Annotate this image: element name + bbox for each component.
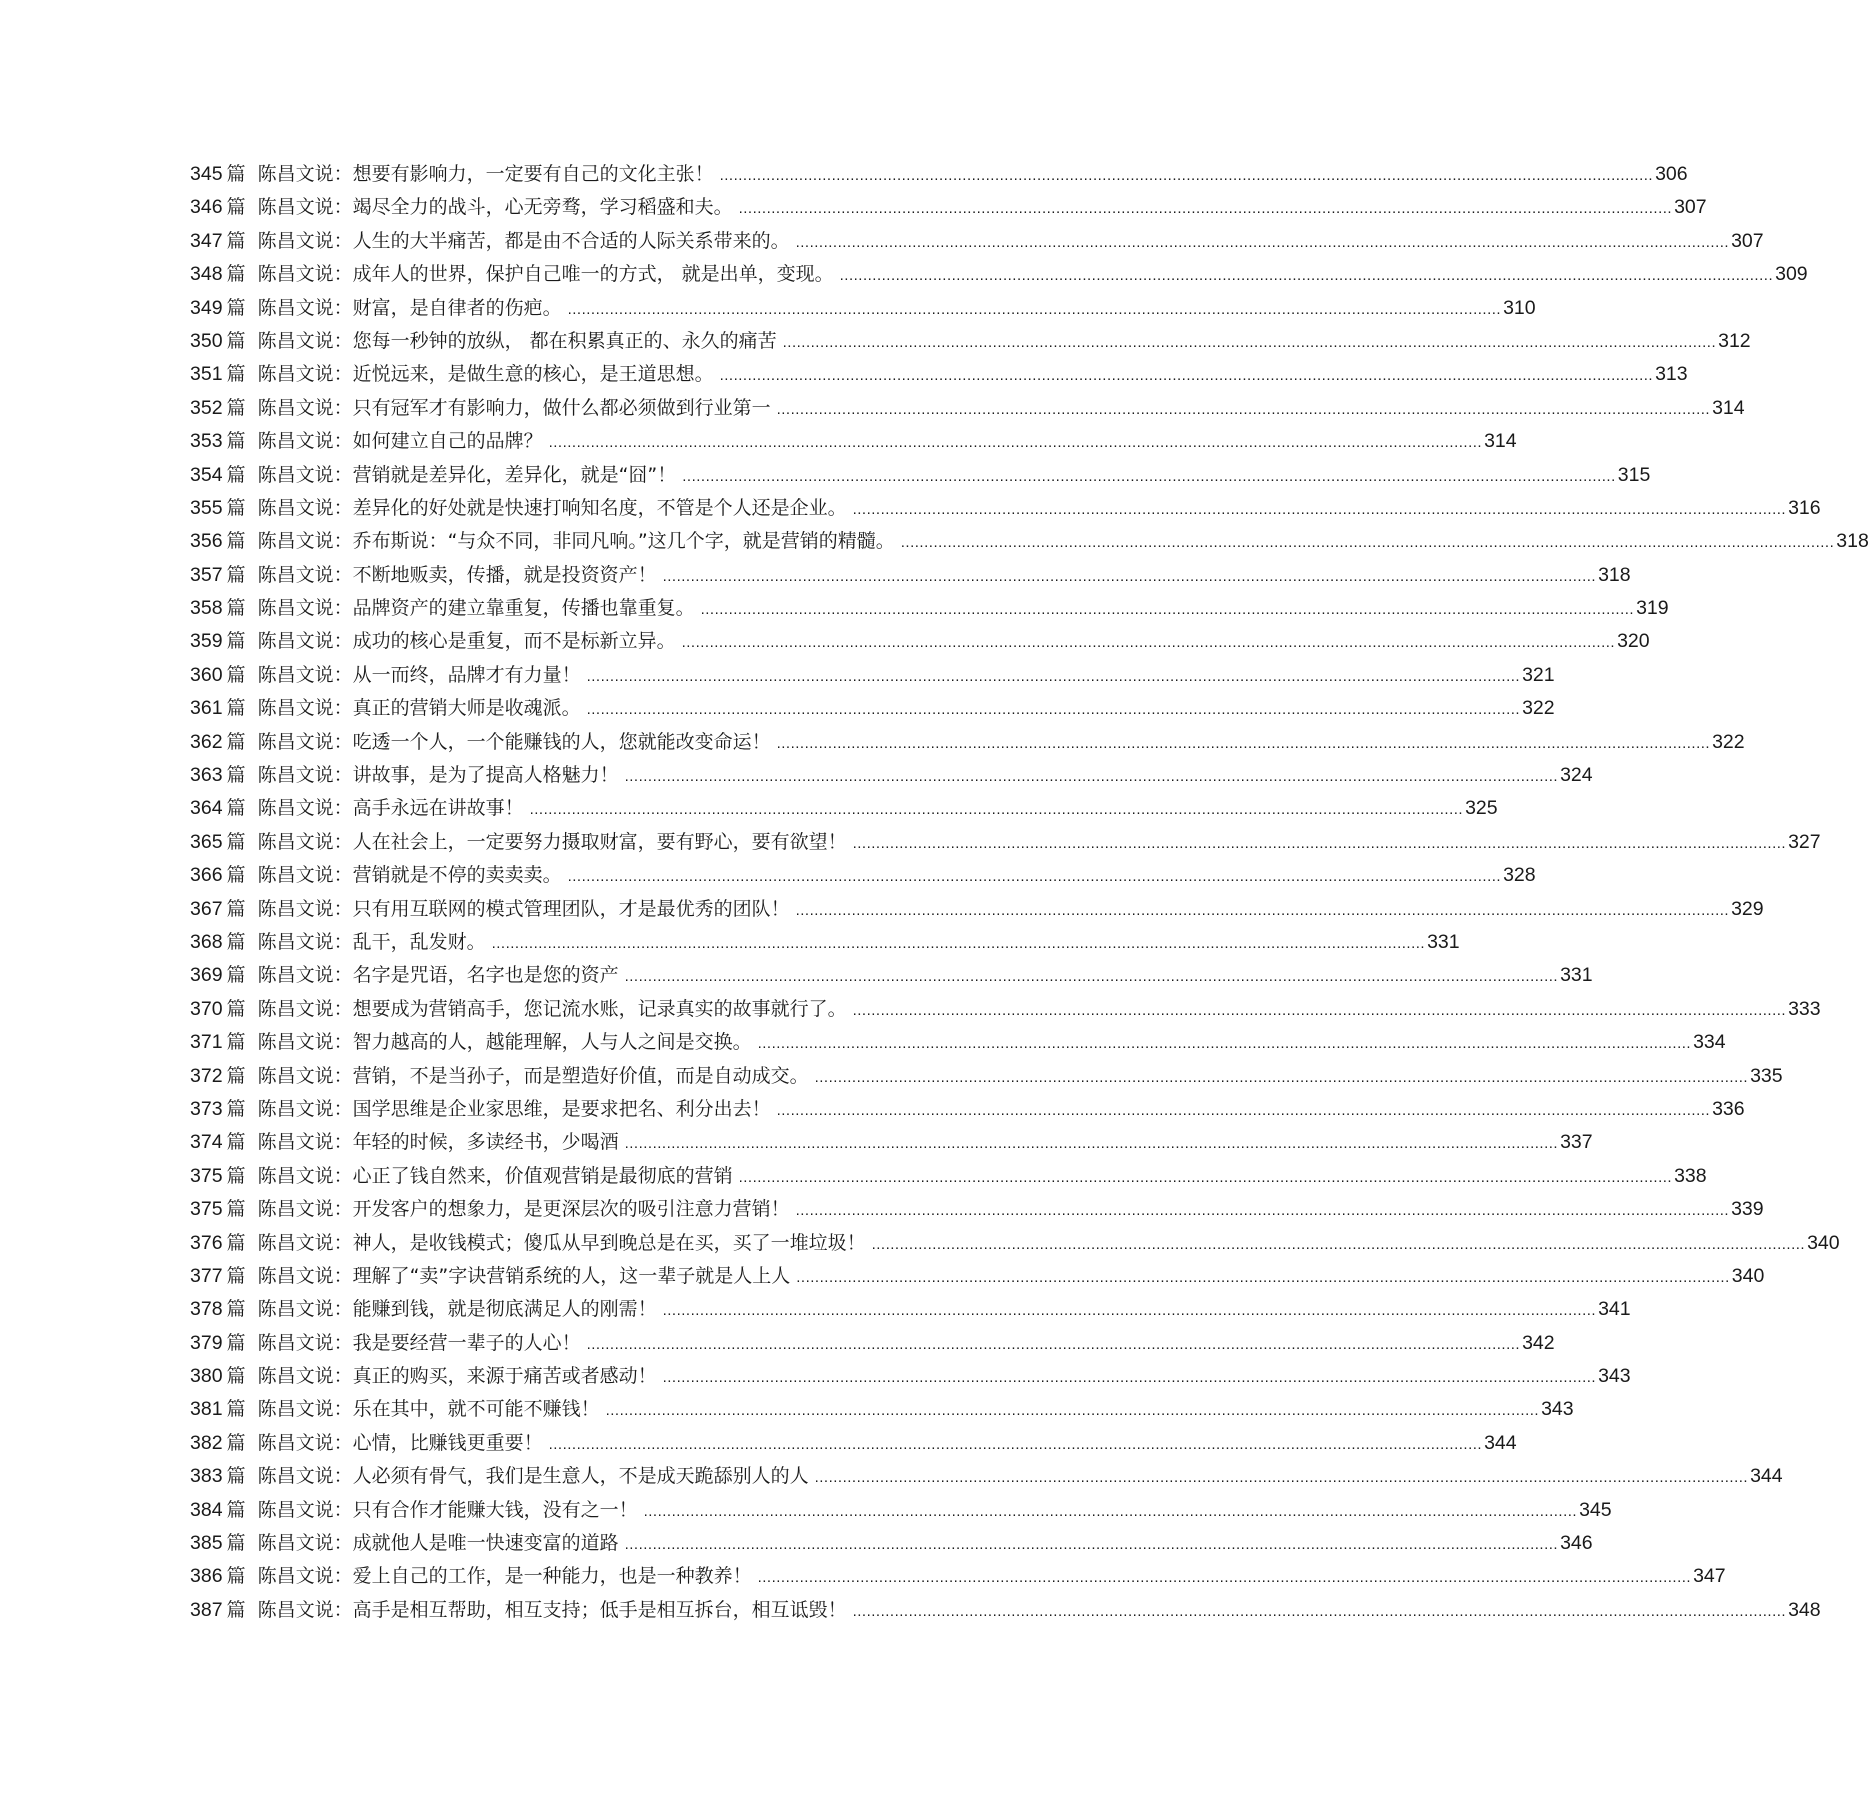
toc-entry[interactable] xyxy=(190,826,1821,859)
toc-entry-unit: 篇 xyxy=(226,864,246,887)
toc-entry-unit: 篇 xyxy=(226,730,246,753)
toc-entry-title: 陈昌文说：讲故事，是为了提高人格魅力！ xyxy=(257,764,619,787)
toc-entry-unit: 篇 xyxy=(226,897,246,920)
toc-entry-unit: 篇 xyxy=(226,496,246,519)
toc-entry-page-number: 312 xyxy=(1718,329,1751,352)
toc-entry-number: 382 xyxy=(190,1431,223,1454)
toc-entry-page-number: 347 xyxy=(1693,1565,1726,1588)
toc-entry-unit: 篇 xyxy=(226,930,246,953)
toc-entry-page-number: 320 xyxy=(1617,630,1650,653)
toc-entry[interactable] xyxy=(190,625,1650,658)
toc-dot-leader: ........................................................................................................................................................................................................ xyxy=(852,1602,1787,1620)
toc-entry-title: 陈昌文说：我是要经营一辈子的人心！ xyxy=(257,1331,581,1354)
toc-entry-number: 356 xyxy=(190,530,223,553)
toc-entry-number: 355 xyxy=(190,496,223,519)
toc-entry-unit: 篇 xyxy=(226,530,246,553)
toc-entry-title: 陈昌文说：年轻的时候，多读经书，少喝酒 xyxy=(257,1131,619,1154)
toc-entry-title: 陈昌文说：真正的营销大师是收魂派。 xyxy=(257,697,581,720)
toc-entry-page-number: 307 xyxy=(1674,196,1707,219)
toc-entry-page-number: 321 xyxy=(1522,663,1555,686)
toc-dot-leader: ........................................................................................................................................................................................................ xyxy=(719,367,1654,385)
toc-entry-unit: 篇 xyxy=(226,1398,246,1421)
toc-dot-leader: ........................................................................................................................................................................................................ xyxy=(782,333,1717,351)
toc-dot-leader: ........................................................................................................................................................................................................ xyxy=(586,667,1521,685)
toc-entry[interactable] xyxy=(190,893,1764,926)
toc-dot-leader: ........................................................................................................................................................................................................ xyxy=(776,1101,1711,1119)
toc-entry-page-number: 334 xyxy=(1693,1031,1726,1054)
toc-dot-leader: ........................................................................................................................................................................................................ xyxy=(529,801,1464,819)
toc-entry[interactable] xyxy=(190,926,1460,959)
toc-dot-leader: ........................................................................................................................................................................................................ xyxy=(776,400,1711,418)
toc-entry[interactable] xyxy=(190,292,1536,325)
toc-entry-title: 陈昌文说：如何建立自己的品牌？ xyxy=(257,430,543,453)
toc-entry[interactable] xyxy=(190,1126,1593,1159)
toc-entry-unit: 篇 xyxy=(226,1331,246,1354)
toc-entry[interactable] xyxy=(190,1327,1555,1360)
toc-entry[interactable] xyxy=(190,1193,1764,1226)
toc-entry-unit: 篇 xyxy=(226,163,246,185)
toc-entry-page-number: 324 xyxy=(1560,764,1593,787)
toc-entry-number: 346 xyxy=(190,196,223,219)
toc-entry-title: 陈昌文说：能赚到钱，就是彻底满足人的刚需！ xyxy=(257,1298,657,1321)
toc-dot-leader: ........................................................................................................................................................................................................ xyxy=(586,701,1521,719)
toc-entry-unit: 篇 xyxy=(226,1498,246,1521)
toc-entry-unit: 篇 xyxy=(226,697,246,720)
toc-dot-leader: ........................................................................................................................................................................................................ xyxy=(776,734,1711,752)
toc-dot-leader: ........................................................................................................................................................................................................ xyxy=(814,1068,1749,1086)
toc-entry-page-number: 319 xyxy=(1636,597,1669,620)
toc-entry-number: 373 xyxy=(190,1097,223,1120)
toc-entry-number: 380 xyxy=(190,1365,223,1388)
toc-entry-title: 陈昌文说：不断地贩卖，传播，就是投资资产！ xyxy=(257,563,657,586)
toc-entry-page-number: 327 xyxy=(1788,830,1821,853)
toc-entry-page-number: 316 xyxy=(1788,496,1821,519)
toc-dot-leader: ........................................................................................................................................................................................................ xyxy=(605,1402,1540,1420)
toc-entry-number: 347 xyxy=(190,229,223,252)
toc-entry-title: 陈昌文说：高手永远在讲故事！ xyxy=(257,797,524,820)
toc-entry[interactable] xyxy=(190,1293,1631,1326)
toc-entry-unit: 篇 xyxy=(226,263,246,286)
toc-entry-title: 陈昌文说：只有用互联网的模式管理团队，才是最优秀的团队！ xyxy=(257,897,790,920)
toc-entry-page-number: 322 xyxy=(1522,697,1555,720)
toc-entry-unit: 篇 xyxy=(226,1264,246,1287)
toc-entry[interactable] xyxy=(190,1227,1840,1260)
toc-entry[interactable] xyxy=(190,1026,1726,1059)
toc-entry-unit: 篇 xyxy=(226,830,246,853)
toc-entry-title: 陈昌文说：乱干，乱发财。 xyxy=(257,930,486,953)
toc-dot-leader: ........................................................................................................................................................................................................ xyxy=(700,601,1635,619)
toc-entry[interactable] xyxy=(190,592,1669,625)
toc-dot-leader: ........................................................................................................................................................................................................ xyxy=(814,1469,1749,1487)
toc-entry-number: 367 xyxy=(190,897,223,920)
toc-dot-leader: ........................................................................................................................................................................................................ xyxy=(719,167,1654,184)
toc-entry-page-number: 340 xyxy=(1807,1231,1840,1254)
toc-entry-title: 陈昌文说：人在社会上，一定要努力摄取财富，要有野心，要有欲望！ xyxy=(257,830,847,853)
toc-dot-leader: ........................................................................................................................................................................................................ xyxy=(852,500,1787,518)
toc-entry-title: 陈昌文说：成就他人是唯一快速变富的道路 xyxy=(257,1532,619,1555)
toc-entry-number: 386 xyxy=(190,1565,223,1588)
toc-entry-page-number: 313 xyxy=(1655,363,1688,386)
toc-entry-unit: 篇 xyxy=(226,1231,246,1254)
toc-entry-unit: 篇 xyxy=(226,463,246,486)
toc-entry-number: 345 xyxy=(190,163,223,185)
toc-entry[interactable] xyxy=(190,425,1517,458)
toc-dot-leader: ........................................................................................................................................................................................................ xyxy=(548,1435,1483,1453)
toc-entry-unit: 篇 xyxy=(226,797,246,820)
toc-entry-title: 陈昌文说：营销就是差异化，差异化，就是“囧”！ xyxy=(257,463,677,486)
toc-entry-title: 陈昌文说：高手是相互帮助，相互支持；低手是相互拆台，相互诋毁！ xyxy=(257,1598,847,1621)
toc-entry-title: 陈昌文说：人必须有骨气，我们是生意人，不是成天跪舔别人的人 xyxy=(257,1465,809,1488)
toc-entry-page-number: 306 xyxy=(1655,163,1688,185)
toc-entry-number: 362 xyxy=(190,730,223,753)
toc-entry-title: 陈昌文说：近悦远来，是做生意的核心，是王道思想。 xyxy=(257,363,714,386)
toc-entry-number: 374 xyxy=(190,1131,223,1154)
toc-entry-title: 陈昌文说：差异化的好处就是快速打响知名度，不管是个人还是企业。 xyxy=(257,496,847,519)
toc-entry[interactable] xyxy=(190,1160,1707,1193)
toc-entry-number: 375 xyxy=(190,1198,223,1221)
toc-entry-unit: 篇 xyxy=(226,597,246,620)
toc-entry-page-number: 344 xyxy=(1484,1431,1517,1454)
toc-entry-page-number: 339 xyxy=(1731,1198,1764,1221)
toc-entry-number: 353 xyxy=(190,430,223,453)
toc-entry-number: 378 xyxy=(190,1298,223,1321)
toc-entry-unit: 篇 xyxy=(226,1097,246,1120)
toc-entry-title: 陈昌文说：心正了钱自然来，价值观营销是最彻底的营销 xyxy=(257,1164,733,1187)
toc-entry[interactable] xyxy=(190,1527,1593,1560)
toc-entry-unit: 篇 xyxy=(226,563,246,586)
toc-entry-page-number: 318 xyxy=(1836,530,1869,553)
toc-entry-page-number: 346 xyxy=(1560,1532,1593,1555)
toc-entry-page-number: 314 xyxy=(1484,430,1517,453)
toc-entry-unit: 篇 xyxy=(226,630,246,653)
toc-entry-page-number: 335 xyxy=(1750,1064,1783,1087)
toc-dot-leader: ........................................................................................................................................................................................................ xyxy=(624,768,1559,786)
toc-entry-unit: 篇 xyxy=(226,1565,246,1588)
toc-entry-unit: 篇 xyxy=(226,1431,246,1454)
toc-entry-number: 376 xyxy=(190,1231,223,1254)
toc-entry-number: 387 xyxy=(190,1598,223,1621)
toc-entry[interactable] xyxy=(190,859,1536,892)
toc-dot-leader: ........................................................................................................................................................................................................ xyxy=(852,1001,1787,1019)
toc-entry-number: 354 xyxy=(190,463,223,486)
toc-entry-title: 陈昌文说：成功的核心是重复，而不是标新立异。 xyxy=(257,630,676,653)
toc-entry-number: 364 xyxy=(190,797,223,820)
toc-entry-page-number: 309 xyxy=(1775,263,1808,286)
toc-entry-number: 363 xyxy=(190,764,223,787)
toc-entry-title: 陈昌文说：只有合作才能赚大钱，没有之一！ xyxy=(257,1498,638,1521)
toc-entry-page-number: 341 xyxy=(1598,1298,1631,1321)
toc-dot-leader: ........................................................................................................................................................................................................ xyxy=(624,1536,1559,1554)
toc-entry-number: 365 xyxy=(190,830,223,853)
toc-entry-title: 陈昌文说：吃透一个人，一个能赚钱的人，您就能改变命运！ xyxy=(257,730,771,753)
toc-entry[interactable] xyxy=(190,191,1707,224)
toc-entry[interactable] xyxy=(190,692,1555,725)
toc-entry-title: 陈昌文说：成年人的世界，保护自己唯一的方式， 就是出单，变现。 xyxy=(257,263,834,286)
toc-entry-unit: 篇 xyxy=(226,329,246,352)
toc-entry-number: 351 xyxy=(190,363,223,386)
toc-dot-leader: ........................................................................................................................................................................................................ xyxy=(548,434,1483,452)
toc-entry-number: 370 xyxy=(190,997,223,1020)
toc-dot-leader: ........................................................................................................................................................................................................ xyxy=(796,1268,1730,1286)
toc-dot-leader: ........................................................................................................................................................................................................ xyxy=(795,1202,1730,1220)
toc-entry[interactable] xyxy=(190,659,1555,692)
toc-dot-leader: ........................................................................................................................................................................................................ xyxy=(491,934,1426,952)
toc-entry-title: 陈昌文说：财富，是自律者的伤疤。 xyxy=(257,296,562,319)
toc-entry[interactable] xyxy=(190,258,1808,291)
toc-entry[interactable] xyxy=(190,225,1764,258)
toc-entry[interactable] xyxy=(190,792,1498,825)
toc-entry-page-number: 325 xyxy=(1465,797,1498,820)
toc-entry-number: 361 xyxy=(190,697,223,720)
toc-dot-leader: ........................................................................................................................................................................................................ xyxy=(738,200,1673,218)
toc-entry[interactable] xyxy=(190,392,1745,425)
toc-entry-number: 372 xyxy=(190,1064,223,1087)
toc-entry-title: 陈昌文说：营销，不是当孙子，而是塑造好价值，而是自动成交。 xyxy=(257,1064,809,1087)
toc-entry[interactable] xyxy=(190,1427,1517,1460)
toc-entry-unit: 篇 xyxy=(226,396,246,419)
toc-entry-title: 陈昌文说：人生的大半痛苦，都是由不合适的人际关系带来的。 xyxy=(257,229,790,252)
toc-entry-number: 369 xyxy=(190,964,223,987)
toc-entry[interactable] xyxy=(190,959,1593,992)
toc-entry-number: 383 xyxy=(190,1465,223,1488)
toc-entry-page-number: 338 xyxy=(1674,1164,1707,1187)
toc-entry-unit: 篇 xyxy=(226,296,246,319)
toc-entry[interactable] xyxy=(190,726,1745,759)
toc-entry-number: 357 xyxy=(190,563,223,586)
toc-entry-number: 377 xyxy=(190,1264,223,1287)
toc-entry-title: 陈昌文说：理解了“卖”字诀营销系统的人，这一辈子就是人上人 xyxy=(257,1264,791,1287)
toc-entry[interactable] xyxy=(190,358,1688,391)
toc-entry-number: 375 xyxy=(190,1164,223,1187)
toc-entry[interactable] xyxy=(190,492,1821,525)
toc-entry-unit: 篇 xyxy=(226,1164,246,1187)
toc-entry-unit: 篇 xyxy=(226,1031,246,1054)
toc-dot-leader: ........................................................................................................................................................................................................ xyxy=(682,467,1616,485)
toc-entry-number: 379 xyxy=(190,1331,223,1354)
toc-entry-number: 384 xyxy=(190,1498,223,1521)
toc-entry[interactable] xyxy=(190,525,1869,558)
toc-entry[interactable] xyxy=(190,1360,1631,1393)
toc-entry[interactable] xyxy=(190,1060,1783,1093)
toc-entry-unit: 篇 xyxy=(226,1598,246,1621)
toc-entry-page-number: 307 xyxy=(1731,229,1764,252)
toc-dot-leader: ........................................................................................................................................................................................................ xyxy=(662,567,1597,585)
toc-entry-page-number: 314 xyxy=(1712,396,1745,419)
toc-entry-title: 陈昌文说：想要成为营销高手，您记流水账，记录真实的故事就行了。 xyxy=(257,997,847,1020)
toc-entry-page-number: 342 xyxy=(1522,1331,1555,1354)
toc-entry-title: 陈昌文说：神人，是收钱模式；傻瓜从早到晚总是在买，买了一堆垃圾！ xyxy=(257,1231,866,1254)
toc-entry-page-number: 343 xyxy=(1541,1398,1574,1421)
toc-dot-leader: ........................................................................................................................................................................................................ xyxy=(852,834,1787,852)
toc-dot-leader: ........................................................................................................................................................................................................ xyxy=(624,968,1559,986)
toc-entry-title: 陈昌文说：品牌资产的建立靠重复，传播也靠重复。 xyxy=(257,597,695,620)
toc-entry[interactable] xyxy=(190,1260,1765,1293)
toc-entry-title: 陈昌文说：乐在其中，就不可能不赚钱！ xyxy=(257,1398,600,1421)
toc-entry[interactable] xyxy=(190,459,1651,492)
toc-entry-title: 陈昌文说：智力越高的人，越能理解，人与人之间是交换。 xyxy=(257,1031,752,1054)
toc-entry[interactable] xyxy=(190,1560,1726,1593)
toc-entry-page-number: 310 xyxy=(1503,296,1536,319)
toc-entry-title: 陈昌文说：名字是咒语，名字也是您的资产 xyxy=(257,964,619,987)
toc-entry[interactable] xyxy=(190,1494,1612,1527)
toc-dot-leader: ........................................................................................................................................................................................................ xyxy=(662,1302,1597,1320)
toc-entry-number: 350 xyxy=(190,329,223,352)
toc-entry-number: 385 xyxy=(190,1532,223,1555)
toc-entry-unit: 篇 xyxy=(226,196,246,219)
toc-dot-leader: ........................................................................................................................................................................................................ xyxy=(681,634,1616,652)
toc-entry-title: 陈昌文说：竭尽全力的战斗，心无旁骛，学习稻盛和夫。 xyxy=(257,196,733,219)
toc-entry-number: 381 xyxy=(190,1398,223,1421)
toc-dot-leader: ........................................................................................................................................................................................................ xyxy=(757,1569,1692,1587)
toc-entry-title: 陈昌文说：开发客户的想象力，是更深层次的吸引注意力营销！ xyxy=(257,1198,790,1221)
toc-entry-page-number: 345 xyxy=(1579,1498,1612,1521)
toc-entry-title: 陈昌文说：从一而终，品牌才有力量！ xyxy=(257,663,581,686)
toc-entry-number: 371 xyxy=(190,1031,223,1054)
toc-dot-leader: ........................................................................................................................................................................................................ xyxy=(567,300,1502,318)
toc-entry-number: 368 xyxy=(190,930,223,953)
toc-entry-unit: 篇 xyxy=(226,663,246,686)
toc-entry-number: 359 xyxy=(190,630,223,653)
toc-entry-title: 陈昌文说：心情，比赚钱更重要！ xyxy=(257,1431,543,1454)
toc-entry-unit: 篇 xyxy=(226,1064,246,1087)
toc-entry-page-number: 340 xyxy=(1731,1264,1765,1287)
toc-dot-leader: ........................................................................................................................................................................................................ xyxy=(871,1235,1806,1253)
toc-entry-page-number: 318 xyxy=(1598,563,1631,586)
toc-entry-unit: 篇 xyxy=(226,1131,246,1154)
toc-entry-title: 陈昌文说：爱上自己的工作，是一种能力，也是一种教养！ xyxy=(257,1565,752,1588)
toc-dot-leader: ........................................................................................................................................................................................................ xyxy=(567,868,1502,886)
table-of-contents xyxy=(190,158,1869,1627)
toc-entry-page-number: 331 xyxy=(1560,964,1593,987)
toc-dot-leader: ........................................................................................................................................................................................................ xyxy=(643,1502,1578,1520)
toc-entry-unit: 篇 xyxy=(226,363,246,386)
toc-dot-leader: ........................................................................................................................................................................................................ xyxy=(662,1369,1597,1387)
toc-entry[interactable] xyxy=(190,1093,1745,1126)
toc-entry-unit: 篇 xyxy=(226,997,246,1020)
toc-entry-unit: 篇 xyxy=(226,964,246,987)
toc-entry-page-number: 329 xyxy=(1731,897,1764,920)
toc-entry-number: 348 xyxy=(190,263,223,286)
toc-entry-unit: 篇 xyxy=(226,1365,246,1388)
toc-entry[interactable] xyxy=(190,1460,1783,1493)
toc-entry[interactable] xyxy=(190,1393,1574,1426)
toc-entry-number: 352 xyxy=(190,396,223,419)
toc-entry-page-number: 344 xyxy=(1750,1465,1783,1488)
toc-dot-leader: ........................................................................................................................................................................................................ xyxy=(839,267,1774,285)
toc-entry-unit: 篇 xyxy=(226,1298,246,1321)
toc-entry-page-number: 333 xyxy=(1788,997,1821,1020)
toc-entry-page-number: 328 xyxy=(1503,864,1536,887)
toc-dot-leader: ........................................................................................................................................................................................................ xyxy=(738,1168,1673,1186)
toc-entry-title: 陈昌文说：真正的购买，来源于痛苦或者感动！ xyxy=(257,1365,657,1388)
toc-entry-title: 陈昌文说：想要有影响力，一定要有自己的文化主张！ xyxy=(257,163,714,185)
toc-entry-number: 349 xyxy=(190,296,223,319)
toc-entry[interactable] xyxy=(190,1594,1821,1627)
toc-entry-page-number: 337 xyxy=(1560,1131,1593,1154)
toc-entry[interactable] xyxy=(190,759,1593,792)
toc-entry-page-number: 315 xyxy=(1617,463,1651,486)
toc-entry-unit: 篇 xyxy=(226,1532,246,1555)
toc-dot-leader: ........................................................................................................................................................................................................ xyxy=(900,534,1835,552)
toc-entry[interactable] xyxy=(190,158,1688,191)
toc-entry-number: 358 xyxy=(190,597,223,620)
toc-entry-unit: 篇 xyxy=(226,1465,246,1488)
toc-entry-title: 陈昌文说：只有冠军才有影响力，做什么都必须做到行业第一 xyxy=(257,396,771,419)
toc-entry-unit: 篇 xyxy=(226,430,246,453)
toc-entry-page-number: 336 xyxy=(1712,1097,1745,1120)
toc-entry-title: 陈昌文说：国学思维是企业家思维，是要求把名、利分出去！ xyxy=(257,1097,771,1120)
toc-entry-unit: 篇 xyxy=(226,764,246,787)
toc-entry-number: 360 xyxy=(190,663,223,686)
toc-entry-page-number: 343 xyxy=(1598,1365,1631,1388)
toc-entry-title: 陈昌文说：您每一秒钟的放纵， 都在积累真正的、永久的痛苦 xyxy=(257,329,777,352)
toc-entry-page-number: 348 xyxy=(1788,1598,1821,1621)
toc-entry[interactable] xyxy=(190,993,1821,1026)
toc-entry-title: 陈昌文说：营销就是不停的卖卖卖。 xyxy=(257,864,562,887)
toc-entry-number: 366 xyxy=(190,864,223,887)
toc-dot-leader: ........................................................................................................................................................................................................ xyxy=(795,901,1730,919)
toc-entry-page-number: 331 xyxy=(1427,930,1460,953)
toc-entry-unit: 篇 xyxy=(226,229,246,252)
toc-entry-title: 陈昌文说：乔布斯说：“与众不同，非同凡响。”这几个字，就是营销的精髓。 xyxy=(257,530,895,553)
toc-dot-leader: ........................................................................................................................................................................................................ xyxy=(757,1035,1692,1053)
toc-entry-page-number: 322 xyxy=(1712,730,1745,753)
toc-entry-unit: 篇 xyxy=(226,1198,246,1221)
toc-dot-leader: ........................................................................................................................................................................................................ xyxy=(586,1335,1521,1353)
toc-dot-leader: ........................................................................................................................................................................................................ xyxy=(624,1135,1559,1153)
toc-dot-leader: ........................................................................................................................................................................................................ xyxy=(795,233,1730,251)
toc-entry[interactable] xyxy=(190,325,1751,358)
toc-entry[interactable] xyxy=(190,559,1631,592)
